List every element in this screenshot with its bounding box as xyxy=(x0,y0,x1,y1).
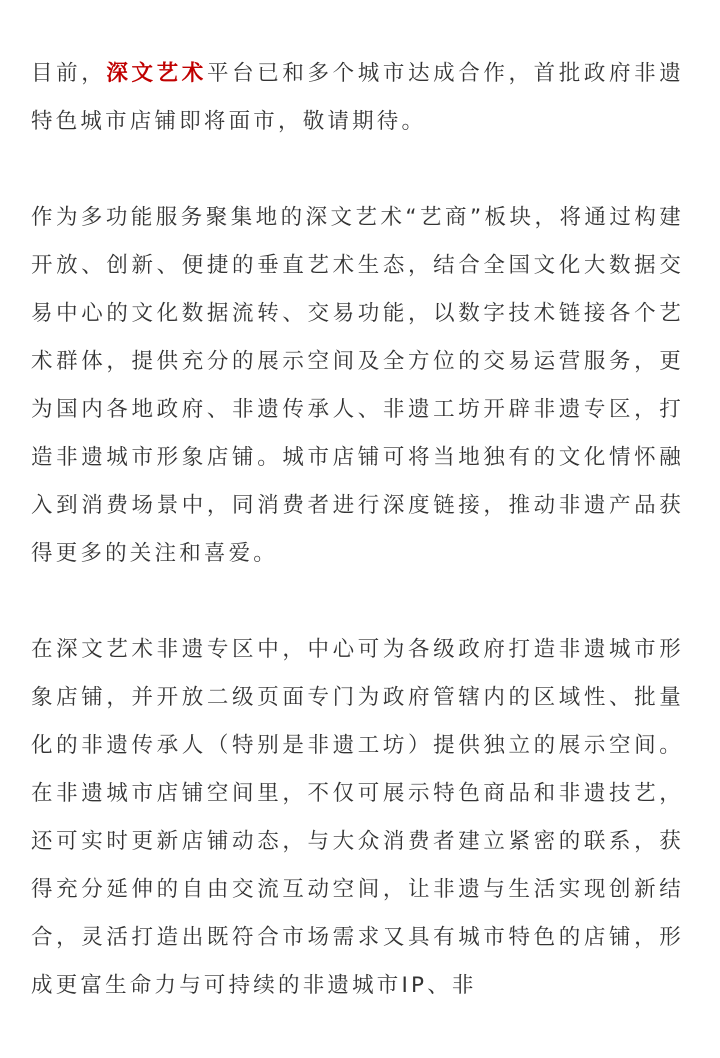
paragraph-platform: 作为多功能服务聚集地的深文艺术“艺商”板块，将通过构建开放、创新、便捷的垂直艺术生态，结合全国文化大数据交易中心的文化数据流转、交易功能，以数字技术链接各个艺术群体，提供充分的展示空间及全方位的交易运营服务，更为国内各地政府、非遗传承人、非遗工坊开辟非遗专区，打造非遗城市形象店铺。城市店铺可将当地独有的文化情怀融入到消费场景中，同消费者进行深度链接，推动非遗产品获得更多的关注和喜爱。 xyxy=(31,205,684,566)
paragraph-heritage-zone: 在深文艺术非遗专区中，中心可为各级政府打造非遗城市形象店铺，并开放二级页面专门为政府管辖内的区域性、批量化的非遗传承人（特别是非遗工坊）提供独立的展示空间。在非遗城市店铺空间里，不仅可展示特色商品和非遗技艺，还可实时更新店铺动态，与大众消费者建立紧密的联系，获得充分延伸的自由交流互动空间，让非遗与生活实现创新结合，灵活打造出既符合市场需求又具有城市特色的店铺，形成更富生命力与可持续的非遗城市IP、非 xyxy=(31,637,684,998)
paragraph-intro-suffix: 平台已和多个城市达成合作，首批政府非遗特色城市店铺即将面市，敬请期待。 xyxy=(31,61,684,134)
paragraph-intro-prefix: 目前， xyxy=(31,61,107,86)
article-body xyxy=(31,50,684,1058)
brand-highlight: 深文艺术 xyxy=(106,61,207,86)
paragraph-intro xyxy=(31,50,684,146)
